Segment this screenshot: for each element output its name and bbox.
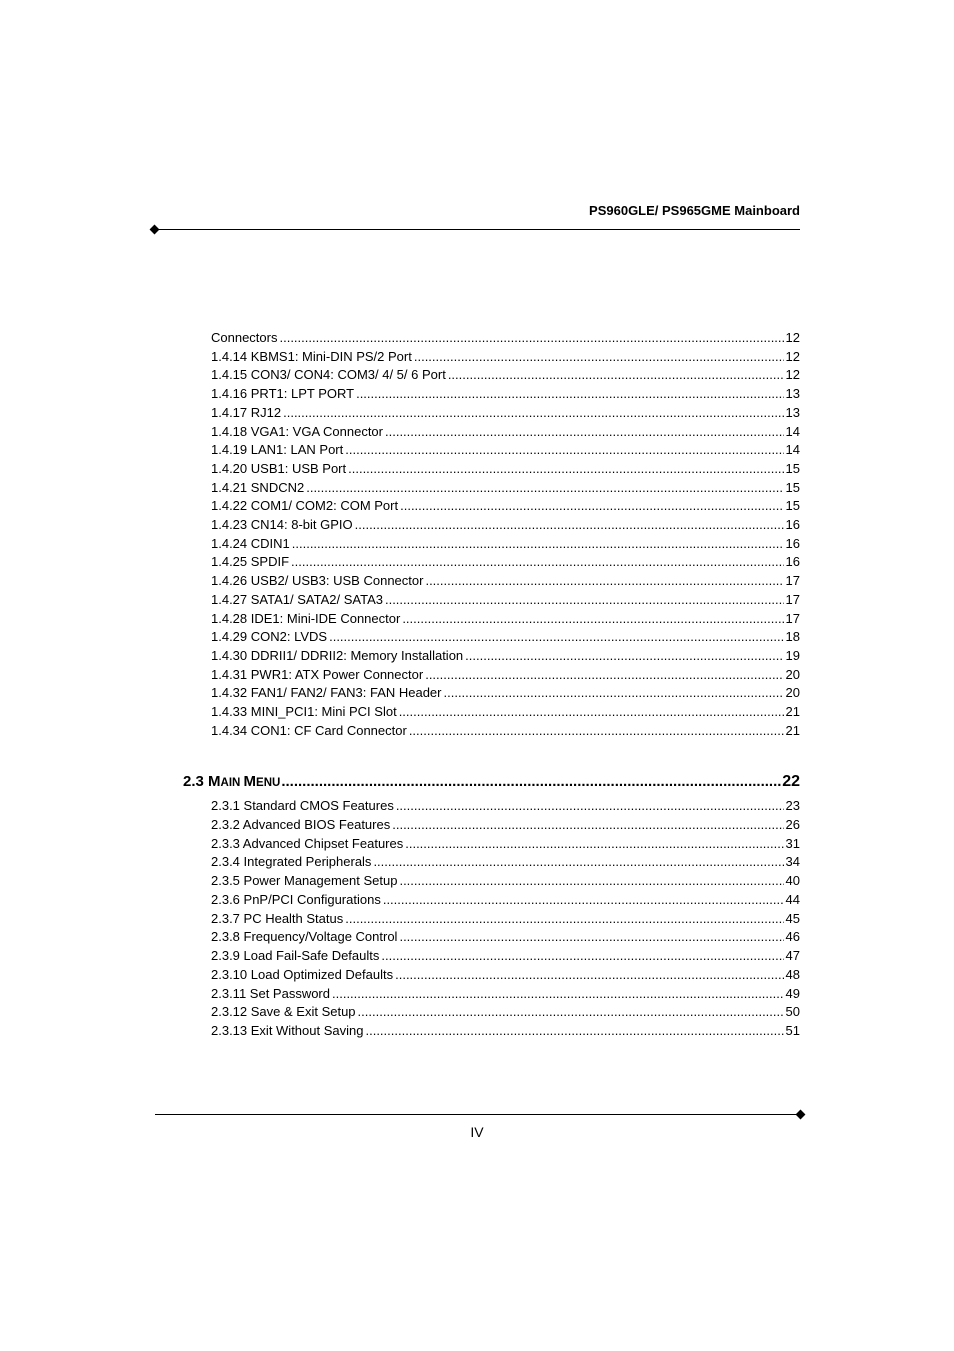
toc-entry[interactable] bbox=[211, 553, 800, 571]
leader-dots bbox=[373, 853, 783, 871]
toc-entry-page-number: 21 bbox=[785, 722, 800, 738]
toc-entry[interactable] bbox=[211, 647, 800, 665]
leader-dots bbox=[291, 553, 783, 571]
diamond-bullet-icon bbox=[796, 1110, 806, 1120]
toc-entry-label: 2.3.3 Advanced Chipset Features bbox=[211, 835, 404, 851]
toc-entry-label: 1.4.24 CDIN1 bbox=[211, 535, 290, 551]
toc-entry-page-number: 19 bbox=[785, 647, 800, 663]
toc-entry-page-number: 46 bbox=[785, 929, 800, 945]
toc-entry-label: 2.3.6 PnP/PCI Configurations bbox=[211, 891, 381, 907]
toc-entry-page-number: 16 bbox=[785, 517, 800, 532]
toc-entry-label: 2.3.12 Save & Exit Setup bbox=[211, 1004, 356, 1020]
toc-entry[interactable] bbox=[211, 835, 800, 853]
section-label: 2.3 MAIN MENU bbox=[183, 773, 281, 790]
toc-entry-label: 1.4.19 LAN1: LAN Port bbox=[211, 442, 344, 458]
leader-dots bbox=[396, 797, 784, 815]
toc-entry[interactable] bbox=[211, 797, 800, 815]
toc-entry-page-number: 51 bbox=[785, 1023, 800, 1038]
toc-entry-page-number: 16 bbox=[785, 535, 800, 551]
leader-dots bbox=[283, 404, 783, 422]
toc-entry-label: 2.3.2 Advanced BIOS Features bbox=[211, 816, 391, 832]
toc-entry-label: 2.3.11 Set Password bbox=[211, 985, 330, 1001]
toc-entry-label: 1.4.16 PRT1: LPT PORT bbox=[211, 386, 355, 402]
leader-dots bbox=[281, 771, 781, 793]
toc-entry-label: 1.4.15 CON3/ CON4: COM3/ 4/ 5/ 6 Port bbox=[211, 367, 446, 383]
footer-rule bbox=[155, 1114, 800, 1115]
toc-entry[interactable] bbox=[211, 441, 800, 459]
leader-dots bbox=[425, 572, 783, 590]
toc-entry[interactable] bbox=[211, 966, 800, 984]
toc-entry-label: 2.3.9 Load Fail-Safe Defaults bbox=[211, 948, 380, 963]
toc-entry-page-number: 21 bbox=[785, 704, 800, 719]
toc-entry-label: 1.4.18 VGA1: VGA Connector bbox=[211, 423, 383, 439]
toc-entry-page-number: 15 bbox=[785, 460, 800, 476]
leader-dots bbox=[356, 385, 783, 403]
toc-entry[interactable] bbox=[211, 404, 800, 422]
toc-entry[interactable] bbox=[211, 722, 800, 740]
toc-entry-page-number: 34 bbox=[785, 854, 800, 870]
header-rule bbox=[155, 229, 800, 230]
toc-entry-label: 1.4.27 SATA1/ SATA2/ SATA3 bbox=[211, 591, 383, 607]
toc-entry-label: 1.4.22 COM1/ COM2: COM Port bbox=[211, 498, 399, 514]
leader-dots bbox=[329, 628, 783, 646]
toc-entry-label: 1.4.21 SNDCN2 bbox=[211, 479, 305, 495]
leader-dots bbox=[444, 684, 784, 702]
leader-dots bbox=[392, 816, 783, 834]
toc-entry-page-number: 31 bbox=[785, 835, 800, 851]
toc-entry[interactable] bbox=[211, 348, 800, 366]
toc-entry-page-number: 17 bbox=[785, 573, 800, 589]
toc-entry[interactable] bbox=[211, 684, 800, 702]
leader-dots bbox=[381, 947, 783, 965]
toc-entry-page-number: 16 bbox=[785, 554, 800, 570]
leader-dots bbox=[399, 703, 784, 721]
toc-entry[interactable] bbox=[211, 910, 800, 928]
toc-entry[interactable] bbox=[211, 385, 800, 403]
toc-entry-page-number: 14 bbox=[785, 442, 800, 458]
toc-entry-page-number: 47 bbox=[785, 948, 800, 963]
toc-entry[interactable] bbox=[211, 479, 800, 497]
leader-dots bbox=[399, 872, 783, 890]
toc-entry[interactable] bbox=[211, 816, 800, 834]
toc-entry-label: 1.4.31 PWR1: ATX Power Connector bbox=[211, 666, 424, 682]
toc-entry-page-number: 17 bbox=[785, 610, 800, 626]
header-title: PS960GLE/ PS965GME Mainboard bbox=[589, 203, 800, 218]
toc-entry-label: 2.3.8 Frequency/Voltage Control bbox=[211, 929, 398, 945]
leader-dots bbox=[414, 348, 784, 366]
toc-entry-label: 1.4.34 CON1: CF Card Connector bbox=[211, 722, 407, 738]
toc-entry[interactable] bbox=[211, 591, 800, 609]
toc-entry[interactable] bbox=[211, 872, 800, 890]
toc-entry[interactable] bbox=[211, 610, 800, 628]
toc-entry[interactable] bbox=[211, 985, 800, 1003]
toc-entry-page-number: 23 bbox=[785, 798, 800, 813]
leader-dots bbox=[405, 835, 783, 853]
toc-section-heading[interactable] bbox=[183, 771, 800, 793]
toc-entry-page-number: 15 bbox=[785, 479, 800, 495]
toc-entry-label: 1.4.28 IDE1: Mini-IDE Connector bbox=[211, 610, 401, 626]
toc-entry-label: 2.3.4 Integrated Peripherals bbox=[211, 854, 372, 870]
toc-entry-label: 2.3.10 Load Optimized Defaults bbox=[211, 966, 394, 982]
leader-dots bbox=[348, 460, 783, 478]
leader-dots bbox=[395, 966, 783, 984]
footer-page-number: IV bbox=[470, 1124, 484, 1140]
leader-dots bbox=[409, 722, 784, 740]
leader-dots bbox=[292, 535, 784, 553]
toc-entry-label: 1.4.29 CON2: LVDS bbox=[211, 629, 328, 645]
toc-entry-page-number: 20 bbox=[785, 685, 800, 701]
leader-dots bbox=[355, 516, 784, 534]
leader-dots bbox=[385, 591, 784, 609]
toc-entry-label: 1.4.26 USB2/ USB3: USB Connector bbox=[211, 573, 424, 589]
toc-entry[interactable] bbox=[211, 628, 800, 646]
toc-entry[interactable] bbox=[211, 572, 800, 590]
toc-entry-label: 1.4.23 CN14: 8-bit GPIO bbox=[211, 517, 353, 532]
toc-entry[interactable] bbox=[211, 947, 800, 965]
toc-entry-page-number: 18 bbox=[785, 629, 800, 645]
leader-dots bbox=[385, 423, 784, 441]
toc-entry-label: 1.4.25 SPDIF bbox=[211, 554, 290, 570]
toc-entry[interactable] bbox=[211, 1003, 800, 1021]
leader-dots bbox=[448, 366, 784, 384]
leader-dots bbox=[399, 928, 783, 946]
toc-entry-page-number: 12 bbox=[785, 348, 800, 364]
toc-entry-label: 1.4.14 KBMS1: Mini-DIN PS/2 Port bbox=[211, 348, 412, 364]
leader-dots bbox=[332, 985, 784, 1003]
toc-entry-page-number: 26 bbox=[785, 816, 800, 832]
toc-entry-label: 1.4.17 RJ12 bbox=[211, 404, 282, 420]
toc-entry[interactable] bbox=[211, 703, 800, 721]
toc-entry[interactable] bbox=[211, 516, 800, 534]
toc-entry[interactable] bbox=[211, 928, 800, 946]
toc-entry-label: 1.4.20 USB1: USB Port bbox=[211, 460, 347, 476]
section-page-number: 22 bbox=[782, 773, 800, 790]
leader-dots bbox=[383, 891, 784, 909]
toc-entry[interactable] bbox=[211, 1022, 800, 1040]
toc-entry[interactable] bbox=[211, 891, 800, 909]
leader-dots bbox=[365, 1022, 783, 1040]
toc-entry[interactable] bbox=[211, 853, 800, 871]
toc-entry-page-number: 20 bbox=[785, 666, 800, 682]
toc-entry[interactable] bbox=[211, 460, 800, 478]
toc-entry-label: 1.4.32 FAN1/ FAN2/ FAN3: FAN Header bbox=[211, 685, 442, 701]
toc-entry-page-number: 48 bbox=[785, 966, 800, 982]
leader-dots bbox=[345, 441, 783, 459]
toc-entry-page-number: 15 bbox=[785, 498, 800, 514]
toc-entry-label: 1.4.30 DDRII1/ DDRII2: Memory Installation bbox=[211, 647, 464, 663]
leader-dots bbox=[345, 910, 783, 928]
leader-dots bbox=[465, 647, 783, 665]
toc-entry-page-number: 40 bbox=[785, 873, 800, 888]
toc-entry-page-number: 14 bbox=[785, 423, 800, 439]
toc-entry[interactable] bbox=[211, 666, 800, 684]
leader-dots bbox=[425, 666, 783, 684]
toc-entry[interactable] bbox=[211, 366, 800, 384]
toc-entry-page-number: 49 bbox=[785, 985, 800, 1001]
toc-entry[interactable] bbox=[211, 535, 800, 553]
toc-entry-page-number: 13 bbox=[785, 404, 800, 420]
leader-dots bbox=[279, 329, 783, 347]
leader-dots bbox=[400, 497, 783, 515]
toc-entry-label: 2.3.5 Power Management Setup bbox=[211, 873, 398, 888]
toc-entry-label: 2.3.1 Standard CMOS Features bbox=[211, 798, 394, 813]
toc-entry-page-number: 45 bbox=[785, 910, 800, 926]
toc-entry-label: 2.3.13 Exit Without Saving bbox=[211, 1023, 364, 1038]
toc-entry-page-number: 12 bbox=[785, 367, 800, 383]
leader-dots bbox=[358, 1003, 784, 1021]
toc-entry-label: 2.3.7 PC Health Status bbox=[211, 910, 344, 926]
toc-entry[interactable] bbox=[211, 329, 800, 347]
toc-entry-page-number: 17 bbox=[785, 591, 800, 607]
toc-entry-label: Connectors bbox=[211, 330, 278, 345]
toc-entry[interactable] bbox=[211, 497, 800, 515]
leader-dots bbox=[402, 610, 783, 628]
toc-entry-page-number: 12 bbox=[785, 330, 800, 345]
toc-entry-page-number: 44 bbox=[785, 891, 800, 907]
leader-dots bbox=[306, 479, 783, 497]
toc-entry-label: 1.4.33 MINI_PCI1: Mini PCI Slot bbox=[211, 704, 397, 719]
toc-entry[interactable] bbox=[211, 423, 800, 441]
toc-entry-page-number: 50 bbox=[785, 1004, 800, 1020]
toc-entry-page-number: 13 bbox=[785, 386, 800, 402]
